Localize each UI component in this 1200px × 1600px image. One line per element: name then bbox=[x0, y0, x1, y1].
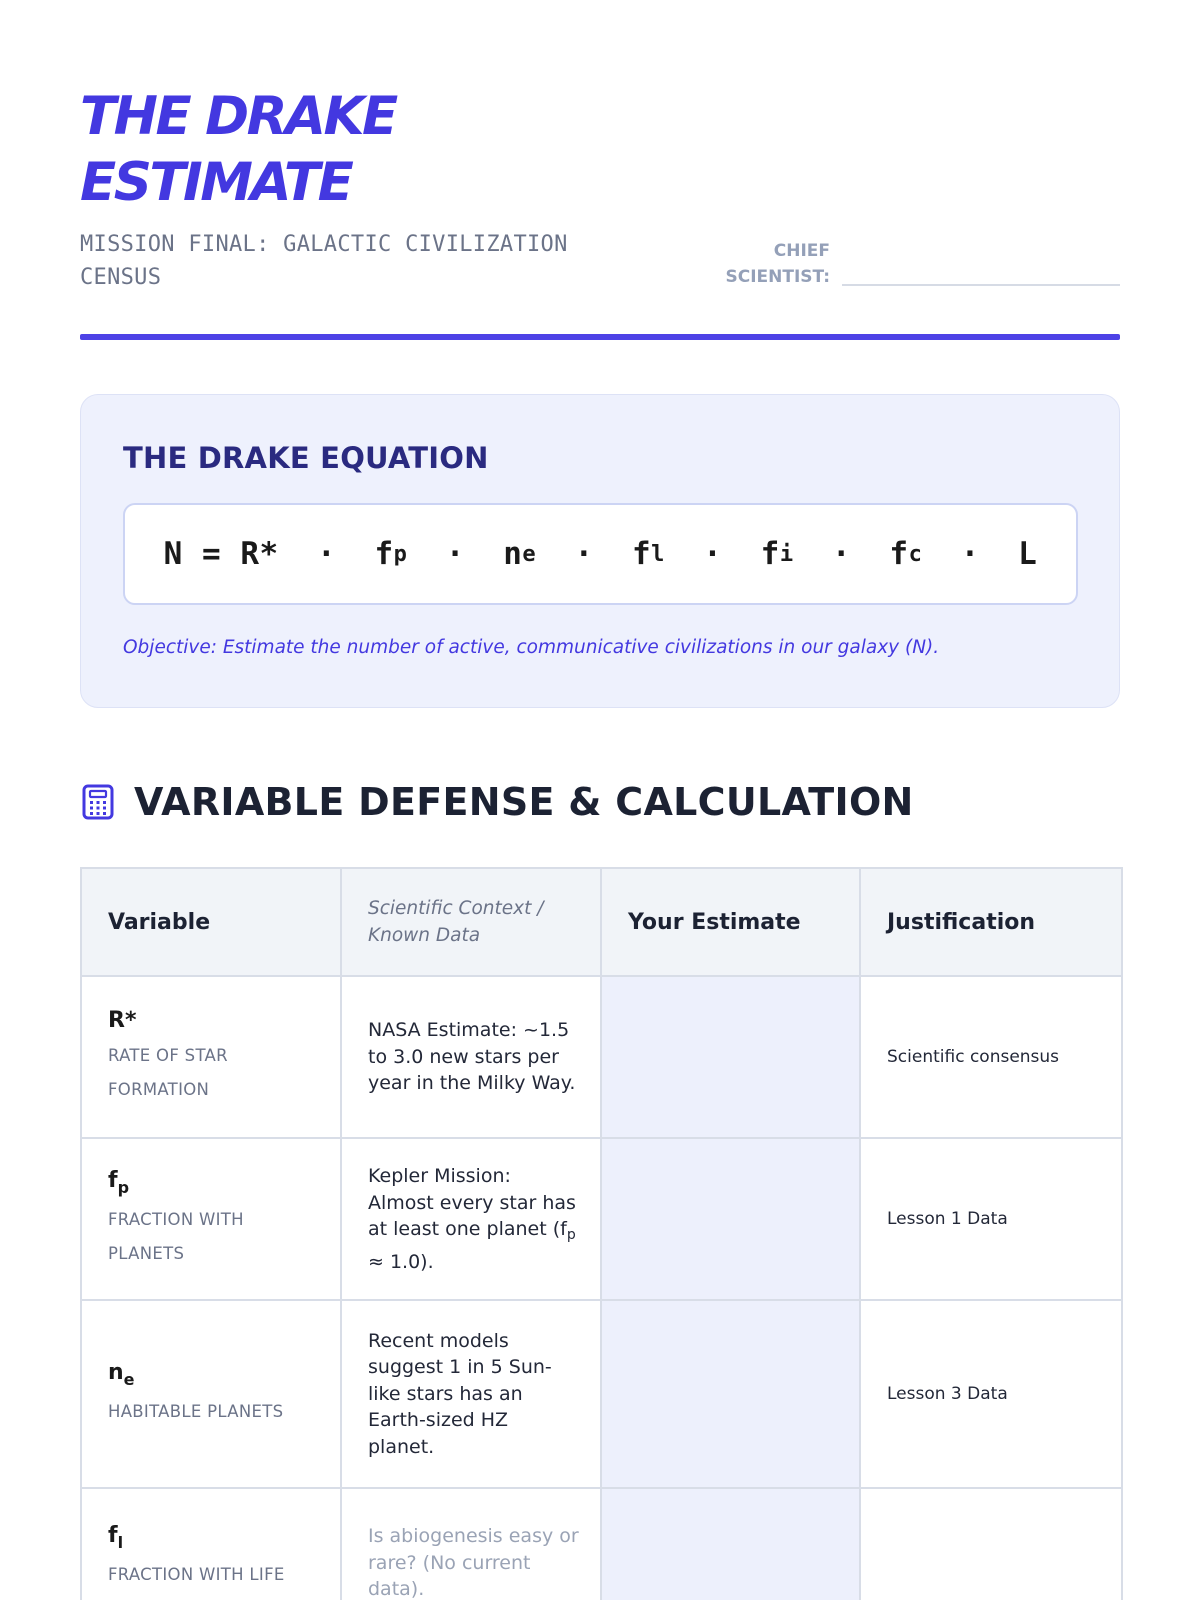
chief-scientist-field[interactable] bbox=[842, 284, 1120, 286]
equation-objective: Objective: Estimate the number of active, communicative civilizations in our galaxy (N). bbox=[123, 637, 940, 658]
variable-symbol: $f_p$ bbox=[108, 1167, 130, 1197]
header-estimate: Your Estimate bbox=[601, 868, 860, 976]
estimate-input[interactable] bbox=[601, 1488, 860, 1600]
variables-table bbox=[80, 867, 1121, 1600]
context-cell: Is abiogenesis easy or rare? (No current data). bbox=[341, 1488, 601, 1600]
variable-symbol: $f_l$ bbox=[108, 1523, 124, 1552]
equation-formula: N = R* · f p · n e · f l · f i · f c · L bbox=[123, 503, 1078, 605]
estimate-input[interactable] bbox=[601, 976, 860, 1138]
page-title: THE DRAKE ESTIMATE bbox=[80, 86, 396, 213]
section-title: VARIABLE DEFENSE & CALCULATION bbox=[134, 780, 914, 824]
header-variable: Variable bbox=[81, 868, 341, 976]
context-cell: Kepler Mission: Almost every star has at least one planet $(f_p \approx 1.0)$. bbox=[341, 1138, 601, 1300]
table-row bbox=[81, 1138, 1122, 1300]
header-context: Scientific Context / Known Data bbox=[341, 868, 601, 976]
context-cell: NASA Estimate: ~1.5 to 3.0 new stars per year in the Milky Way. bbox=[341, 976, 601, 1138]
equation-heading: THE DRAKE EQUATION bbox=[123, 441, 489, 475]
estimate-input[interactable] bbox=[601, 1300, 860, 1488]
document-header bbox=[80, 84, 1120, 216]
variable-cell bbox=[81, 1138, 341, 1300]
estimate-input[interactable] bbox=[601, 1138, 860, 1300]
justification-cell[interactable]: Scientific consensus bbox=[860, 976, 1122, 1138]
drake-equation-card bbox=[80, 394, 1120, 708]
variable-cell bbox=[81, 976, 341, 1138]
variable-name: RATE OF STAR FORMATION bbox=[108, 1045, 228, 1099]
table-row bbox=[81, 1488, 1122, 1600]
variable-cell bbox=[81, 1488, 341, 1600]
table-row bbox=[81, 976, 1122, 1138]
calculator-icon bbox=[82, 784, 114, 820]
context-cell: Recent models suggest 1 in 5 Sun-like stars has an Earth-sized HZ planet. bbox=[341, 1300, 601, 1488]
header-justification: Justification bbox=[860, 868, 1122, 976]
justification-cell[interactable]: Lesson 3 Data bbox=[860, 1300, 1122, 1488]
variable-name: FRACTION WITH PLANETS bbox=[108, 1209, 244, 1263]
justification-cell[interactable]: Lesson 1 Data bbox=[860, 1138, 1122, 1300]
variable-symbol: R* bbox=[108, 1007, 137, 1033]
page-subtitle: MISSION FINAL: GALACTIC CIVILIZATION CENSUS bbox=[80, 232, 568, 290]
header-divider bbox=[80, 334, 1120, 340]
chief-scientist-label: CHIEF SCIENTIST: bbox=[725, 241, 830, 287]
table-row bbox=[81, 1300, 1122, 1488]
variable-symbol: $n_e$ bbox=[108, 1359, 135, 1389]
variable-cell bbox=[81, 1300, 341, 1488]
variable-name: HABITABLE PLANETS bbox=[108, 1401, 284, 1421]
table-header-row bbox=[81, 868, 1122, 976]
section-heading bbox=[82, 776, 914, 828]
variable-name: FRACTION WITH LIFE bbox=[108, 1565, 285, 1584]
justification-cell[interactable] bbox=[860, 1488, 1122, 1600]
